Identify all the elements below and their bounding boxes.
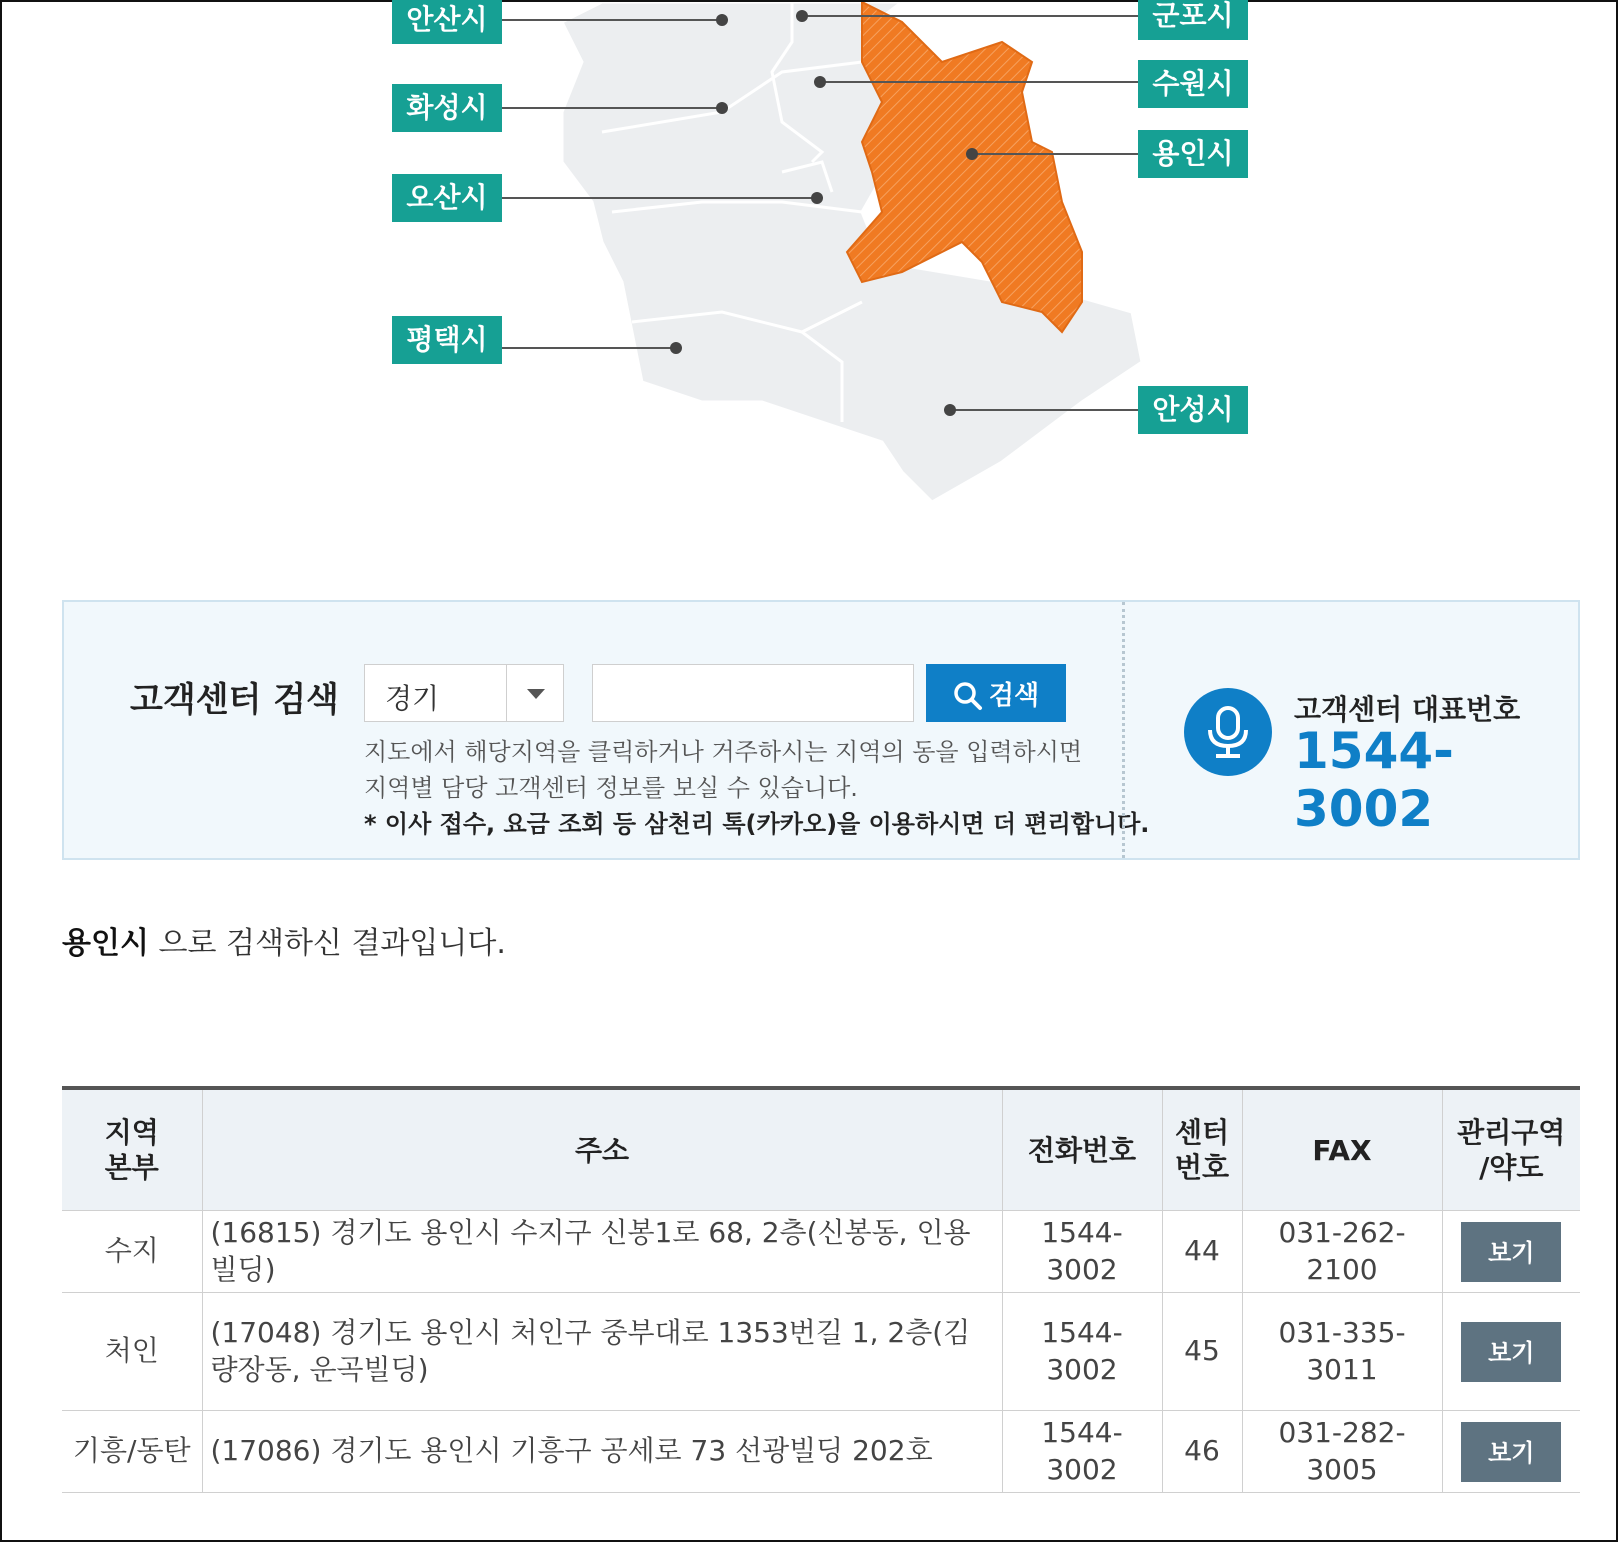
col-header-center: 센터 번호 [1162, 1088, 1242, 1211]
col-header-address: 주소 [202, 1088, 1002, 1211]
cell-map [1442, 1211, 1580, 1293]
cell-fax: 031-282-3005 [1242, 1411, 1442, 1493]
col-header-map: 관리구역 /약도 [1442, 1088, 1580, 1211]
cell-fax: 031-262-2100 [1242, 1211, 1442, 1293]
cell-address: (17086) 경기도 용인시 기흥구 공세로 73 선광빌딩 202호 [202, 1411, 1002, 1493]
help-text-notice: * 이사 접수, 요금 조회 등 삼천리 톡(카카오)을 이용하시면 더 편리합니다. [364, 810, 1150, 838]
cell-region: 수지 [62, 1211, 202, 1293]
cell-fax: 031-335-3011 [1242, 1293, 1442, 1411]
table-row [62, 1411, 1580, 1493]
search-icon [953, 681, 983, 711]
search-button-label: 검색 [988, 680, 1040, 711]
cell-region: 기흥/동탄 [62, 1411, 202, 1493]
result-city: 용인시 [62, 926, 149, 961]
help-text-2: 지역별 담당 고객센터 정보를 보실 수 있습니다. [364, 774, 858, 802]
view-map-button[interactable]: 보기 [1461, 1322, 1561, 1382]
region-map [2, 2, 1618, 522]
cell-address: (17048) 경기도 용인시 처인구 중부대로 1353번길 1, 2층(김량장동, 운곡빌딩) [202, 1293, 1002, 1411]
rep-number-label: 고객센터 대표번호 [1294, 693, 1521, 726]
map-label-anseong[interactable]: 안성시 [1138, 386, 1248, 434]
col-header-phone: 전화번호 [1002, 1088, 1162, 1211]
cell-center: 45 [1162, 1293, 1242, 1411]
cell-center: 46 [1162, 1411, 1242, 1493]
col-header-fax: FAX [1242, 1088, 1442, 1211]
view-map-button[interactable]: 보기 [1461, 1422, 1561, 1482]
help-text-1: 지도에서 해당지역을 클릭하거나 거주하시는 지역의 동을 입력하시면 [364, 738, 1083, 766]
table-row [62, 1293, 1580, 1411]
col-header-region: 지역 본부 [62, 1088, 202, 1211]
map-label-hwaseong[interactable]: 화성시 [392, 84, 502, 132]
result-suffix: 으로 검색하신 결과입니다. [148, 926, 506, 961]
cell-phone: 1544-3002 [1002, 1211, 1162, 1293]
cell-address: (16815) 경기도 용인시 수지구 신봉1로 68, 2층(신봉동, 인용빌딩) [202, 1211, 1002, 1293]
table-header-row [62, 1088, 1580, 1211]
view-map-button[interactable]: 보기 [1461, 1222, 1561, 1282]
map-label-pyeongtaek[interactable]: 평택시 [392, 316, 502, 364]
dropdown-arrow[interactable] [506, 665, 563, 721]
rep-number: 1544-3002 [1294, 722, 1454, 838]
region-select-value: 경기 [385, 682, 440, 715]
table-row [62, 1211, 1580, 1293]
cell-phone: 1544-3002 [1002, 1293, 1162, 1411]
search-button[interactable] [926, 664, 1066, 722]
cell-region: 처인 [62, 1293, 202, 1411]
microphone-icon [1184, 688, 1272, 776]
cell-map [1442, 1411, 1580, 1493]
map-label-suwon[interactable]: 수원시 [1138, 60, 1248, 108]
chevron-down-icon [527, 689, 545, 699]
map-label-osan[interactable]: 오산시 [392, 174, 502, 222]
region-select[interactable] [364, 664, 564, 722]
map-label-yongin[interactable]: 용인시 [1138, 130, 1248, 178]
region-map-shapes [2, 2, 1618, 522]
search-title: 고객센터 검색 [130, 680, 339, 720]
search-input[interactable] [592, 664, 914, 722]
result-summary [62, 918, 506, 962]
panel-divider [1122, 602, 1125, 858]
cell-phone: 1544-3002 [1002, 1411, 1162, 1493]
search-panel [62, 600, 1580, 860]
cell-map [1442, 1293, 1580, 1411]
map-label-gunpo[interactable]: 군포시 [1138, 0, 1248, 40]
center-table [62, 1086, 1580, 1493]
map-label-ansan[interactable]: 안산시 [392, 0, 502, 44]
cell-center: 44 [1162, 1211, 1242, 1293]
